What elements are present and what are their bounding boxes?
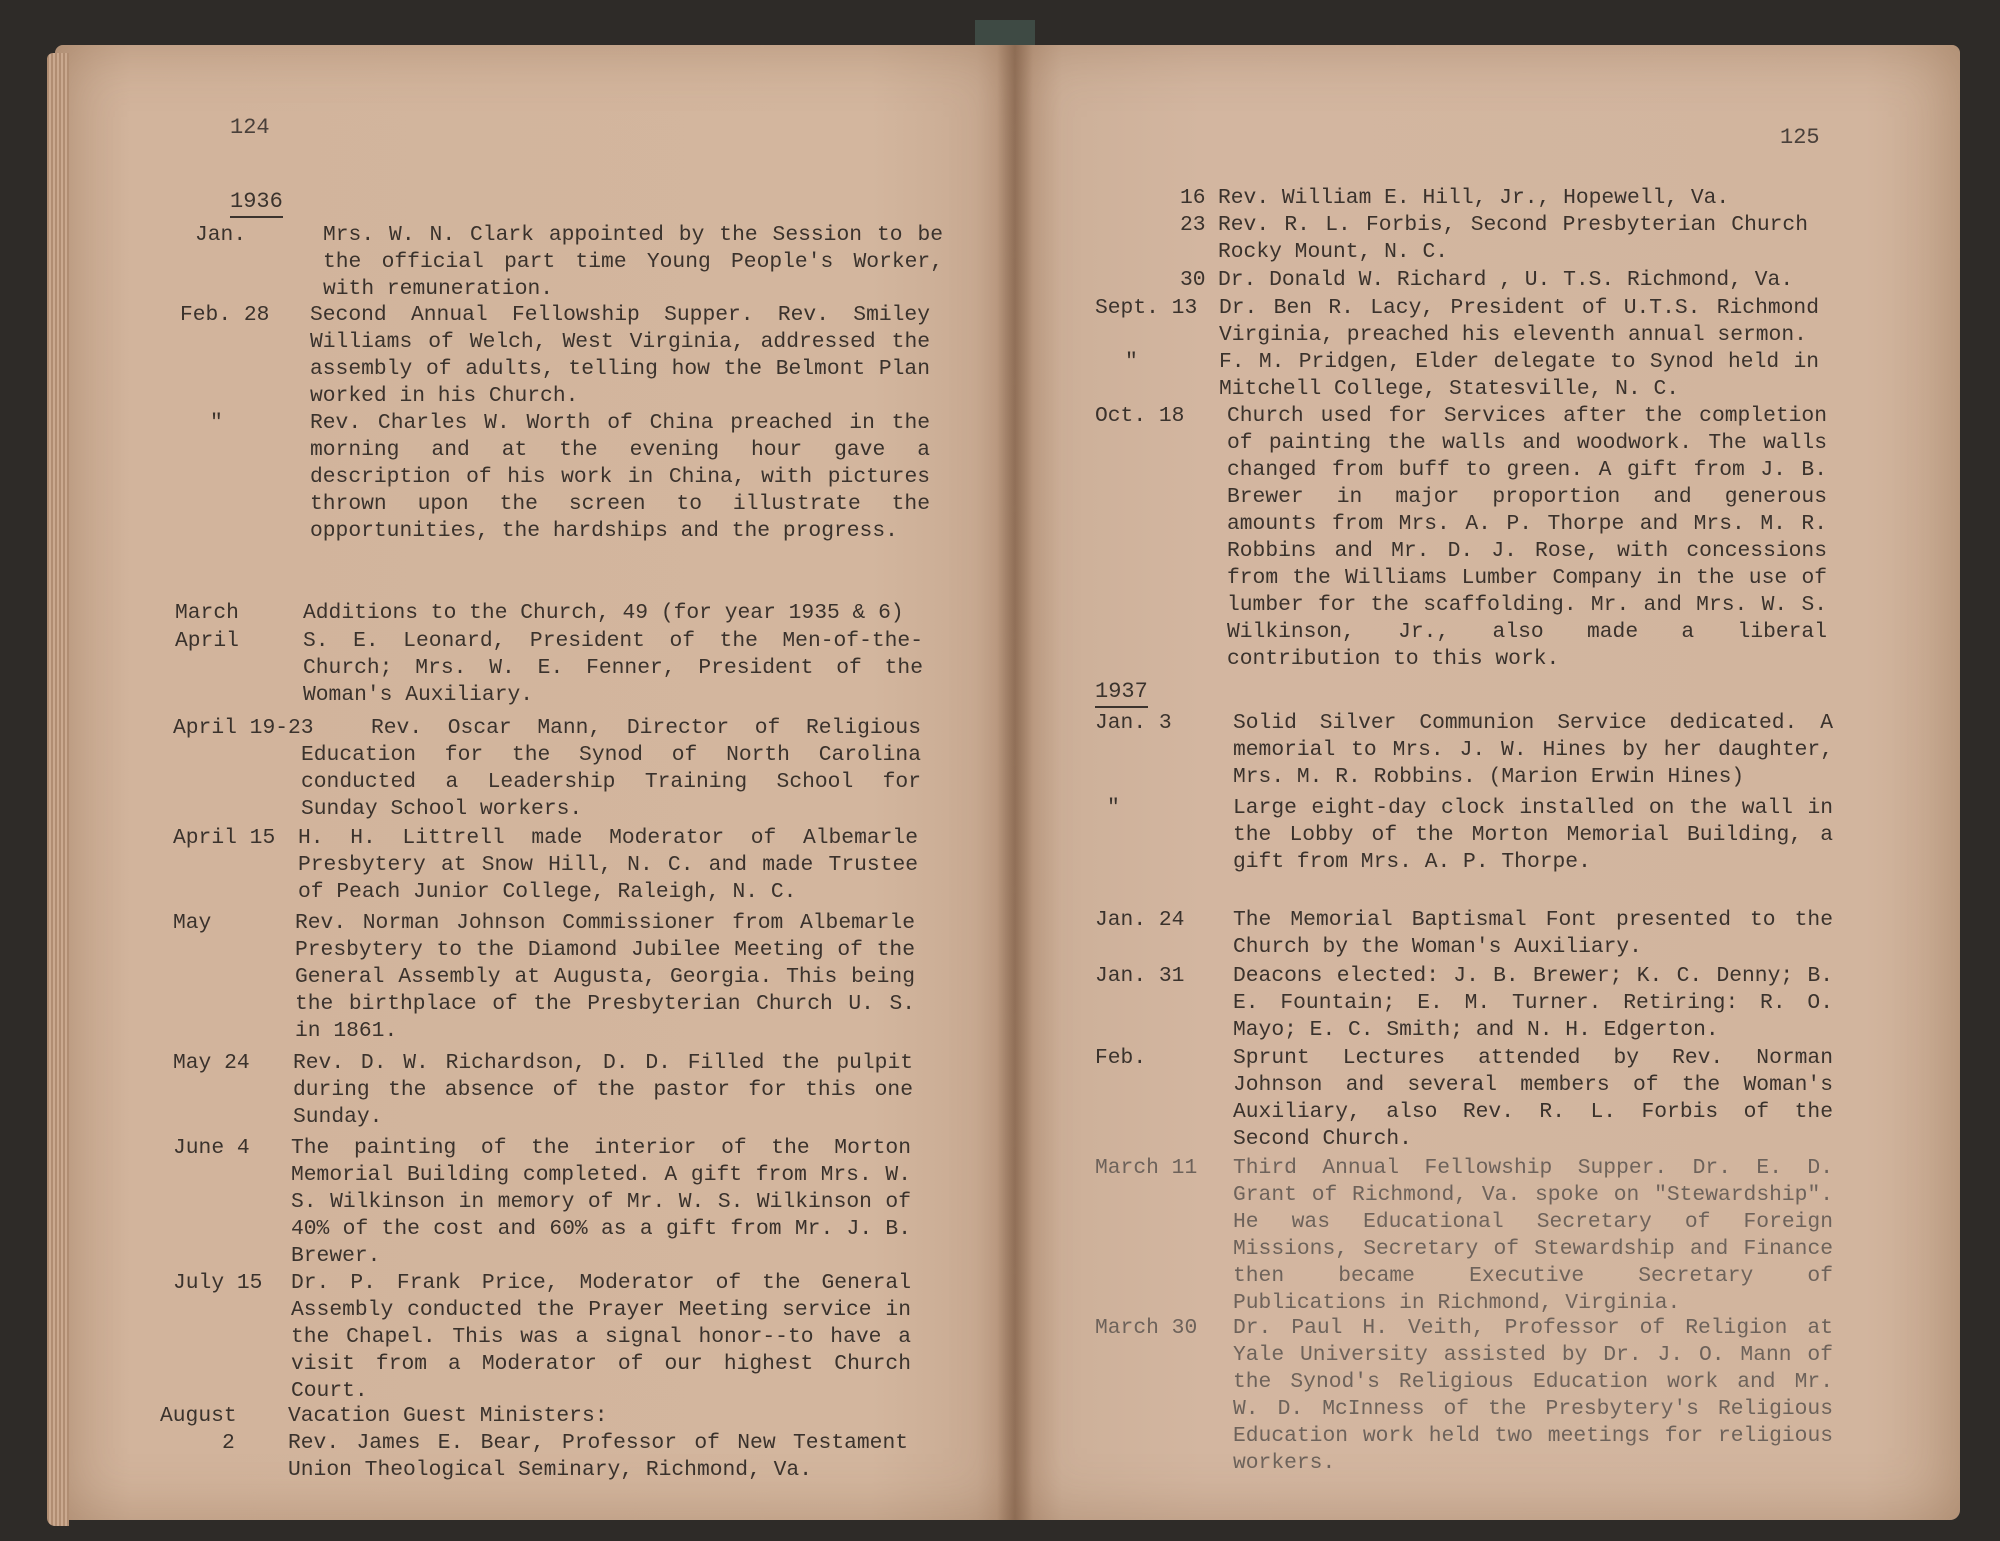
entry-text: Solid Silver Communion Service dedicated. A memorial to Mrs. J. W. Hines by her daughter, Mrs. M. R. Robbins. (Marion Erwin Hines) xyxy=(1233,711,1833,789)
entry-date: Jan. 3 xyxy=(1095,711,1172,735)
entry-date: Sept. 13 xyxy=(1095,296,1198,320)
entry-text: The painting of the interior of the Morton Memorial Building completed. A gift from Mrs. W. S. Wilkinson in memory of Mr. W. S. Wilkinson of 40% of the cost and 60% as a gift from Mr. J. B. Brewer. xyxy=(291,1136,911,1268)
entry-date: March 30 xyxy=(1095,1316,1198,1340)
entry-text: Additions to the Church, 49 (for year 1935 & 6) xyxy=(303,601,904,625)
entry-date: Feb. xyxy=(1095,1046,1147,1070)
entry-text: Rev. William E. Hill, Jr., Hopewell, Va. xyxy=(1218,186,1730,210)
entry-text: Dr. Ben R. Lacy, President of U.T.S. Richmond Virginia, preached his eleventh annual sermon. xyxy=(1219,296,1819,347)
entry-text: H. H. Littrell made Moderator of Albemarle Presbytery at Snow Hill, N. C. and made Trustee of Peach Junior College, Raleigh, N. C. xyxy=(298,826,918,904)
entry-text: Rev. James E. Bear, Professor of New Testament Union Theological Seminary, Richmond, Va. xyxy=(288,1431,908,1482)
entry-text: Rev. R. L. Forbis, Second Presbyterian Church Rocky Mount, N. C. xyxy=(1218,213,1808,264)
entry-date: Jan. 24 xyxy=(1095,908,1185,932)
open-book xyxy=(55,45,1960,1520)
page-edges xyxy=(47,53,69,1526)
entry-text: Large eight-day clock installed on the wall in the Lobby of the Morton Memorial Building, a gift from Mrs. A. P. Thorpe. xyxy=(1233,796,1833,874)
entry-text: The Memorial Baptismal Font presented to the Church by the Woman's Auxiliary. xyxy=(1233,908,1833,959)
entry-text: Deacons elected: J. B. Brewer; K. C. Denny; B. E. Fountain; E. M. Turner. Retiring: R. O. Mayo; E. C. Smith; and N. H. Edgerton. xyxy=(1233,964,1833,1042)
entry-text: Dr. Donald W. Richard , U. T.S. Richmond, Va. xyxy=(1218,268,1794,292)
entry-date: " xyxy=(1125,350,1138,374)
entry-date: 2 xyxy=(222,1431,235,1455)
entry-date: May xyxy=(173,911,212,935)
entry-date: " xyxy=(1107,796,1120,820)
entry-text: Church used for Services after the completion of painting the walls and woodwork. The walls changed from buff to green. A gift from J. B. Brewer in major proportion and generous amounts from Mrs. A. P. Thorpe and Mrs. M. R. Robbins and Mr. D. J. Rose, with concessions from the Williams Lumber Company in the use of lumber for the scaffolding. Mr. and Mrs. W. S. Wilkinson, Jr., also made a liberal contribution to this work. xyxy=(1227,404,1827,671)
entry-date: April 19-23 xyxy=(173,716,314,740)
entry-date: 16 xyxy=(1180,186,1206,210)
book-gutter xyxy=(997,45,1033,1520)
entry-date: " xyxy=(210,411,223,435)
entry-date: June 4 xyxy=(173,1136,250,1160)
year-heading: 1936 xyxy=(230,190,283,218)
entry-date: May 24 xyxy=(173,1051,250,1075)
right-page xyxy=(1015,45,1960,1520)
entry-date: August xyxy=(160,1404,237,1428)
entry-text: Rev. D. W. Richardson, D. D. Filled the pulpit during the absence of the pastor for this one Sunday. xyxy=(293,1051,913,1129)
entry-text: Rev. Charles W. Worth of China preached in the morning and at the evening hour gave a description of his work in China, with pictures thrown upon the screen to illustrate the opportunities, the hardships and the progress. xyxy=(310,411,930,543)
entry-text: Third Annual Fellowship Supper. Dr. E. D. Grant of Richmond, Va. spoke on "Stewardship". He was Educational Secretary of Foreign Missions, Secretary of Stewardship and Finance then became Executive Secretary of Publications in Richmond, Virginia. xyxy=(1233,1156,1833,1315)
page-number: 124 xyxy=(230,115,270,140)
entry-text: S. E. Leonard, President of the Men-of-the-Church; Mrs. W. E. Fenner, President of the Woman's Auxiliary. xyxy=(303,629,923,707)
year-heading: 1937 xyxy=(1095,680,1148,708)
entry-text: Dr. Paul H. Veith, Professor of Religion at Yale University assisted by Dr. J. O. Mann of the Synod's Religious Education work and Mr. W. D. McInness of the Presbytery's Religious Education work held two meetings for religious workers. xyxy=(1233,1316,1833,1475)
entry-date: March xyxy=(175,601,239,625)
entry-date: Oct. 18 xyxy=(1095,404,1185,428)
page-number: 125 xyxy=(1780,125,1820,150)
entry-text: Second Annual Fellowship Supper. Rev. Smiley Williams of Welch, West Virginia, addressed the assembly of adults, telling how the Belmont Plan worked in his Church. xyxy=(310,303,930,408)
entry-text: Vacation Guest Ministers: xyxy=(288,1404,608,1428)
entry-text: Mrs. W. N. Clark appointed by the Session to be the official part time Young People's Worker, with remuneration. xyxy=(323,223,943,301)
entry-text: Rev. Oscar Mann, Director of Religious Education for the Synod of North Carolina conducted a Leadership Training School for Sunday School workers. xyxy=(301,716,921,821)
entry-text: Dr. P. Frank Price, Moderator of the General Assembly conducted the Prayer Meeting service in the Chapel. This was a signal honor--to have a visit from a Moderator of our highest Church Court. xyxy=(291,1271,911,1403)
entry-date: July 15 xyxy=(173,1271,263,1295)
entry-date: Jan. xyxy=(195,223,247,247)
entry-date: March 11 xyxy=(1095,1156,1198,1180)
entry-date: 30 xyxy=(1180,268,1206,292)
left-page xyxy=(55,45,1015,1520)
entry-text: F. M. Pridgen, Elder delegate to Synod held in Mitchell College, Statesville, N. C. xyxy=(1219,350,1819,401)
entry-date: April xyxy=(175,629,239,653)
entry-text: Rev. Norman Johnson Commissioner from Albemarle Presbytery to the Diamond Jubilee Meeting of the General Assembly at Augusta, Georgia. This being the birthplace of the Presbyterian Church U. S. in 1861. xyxy=(295,911,915,1043)
entry-date: 23 xyxy=(1180,213,1206,237)
entry-date: Jan. 31 xyxy=(1095,964,1185,988)
entry-date: Feb. 28 xyxy=(180,303,270,327)
entry-text: Sprunt Lectures attended by Rev. Norman Johnson and several members of the Woman's Auxiliary, also Rev. R. L. Forbis of the Second Church. xyxy=(1233,1046,1833,1151)
entry-date: April 15 xyxy=(173,826,276,850)
